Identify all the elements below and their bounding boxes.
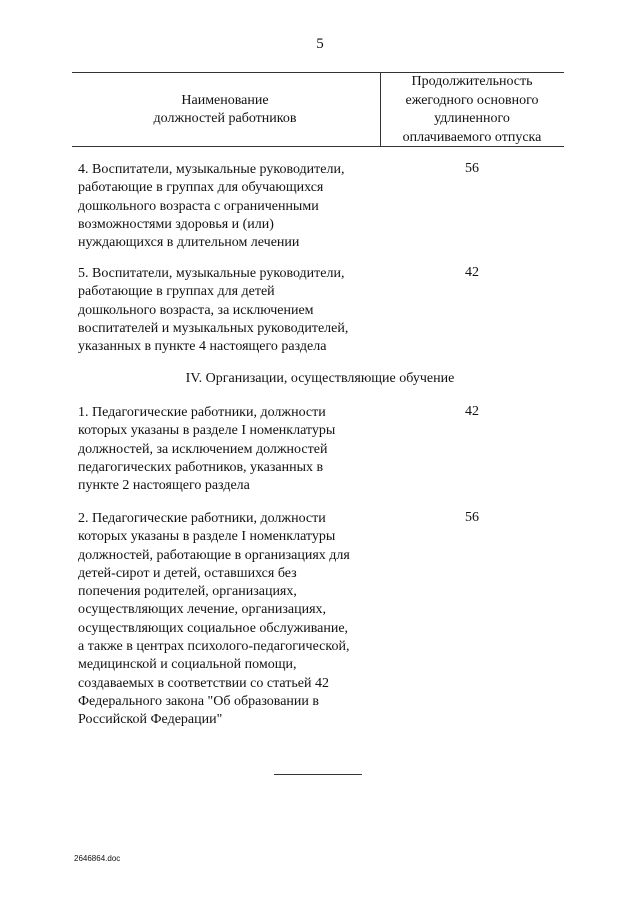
row-text-line: дошкольного возраста, за исключением (78, 302, 314, 318)
row-text-line: 4. Воспитатели, музыкальные руководители, (78, 162, 345, 177)
column-header-position (110, 92, 340, 128)
table-column-divider (380, 72, 381, 146)
row-text-line: пункте 2 настоящего раздела (78, 478, 250, 494)
row-text-line: детей-сирот и детей, оставшихся без (78, 565, 297, 581)
row-text-line: указанных в пункте 4 настоящего раздела (78, 339, 327, 355)
table-row-position (78, 510, 378, 730)
row-text-line: 5. Воспитатели, музыкальные руководители, (78, 266, 345, 281)
row-text-line: Российской Федерации" (78, 712, 223, 728)
column-header-duration-line: Продолжительность (411, 74, 533, 89)
row-text-line: осуществляющих социальное обслуживание, (78, 620, 349, 636)
row-text-line: воспитателей и музыкальных руководителей, (78, 320, 349, 336)
table-row-days: 42 (465, 265, 479, 280)
column-header-position-line: Наименование (181, 93, 269, 108)
document-id: 2646864.doc (74, 854, 121, 863)
table-row-position (78, 404, 378, 495)
table-row-position (78, 161, 378, 252)
row-text-line: попечения родителей, организациях, (78, 584, 297, 600)
row-text-line: 2. Педагогические работники, должности (78, 511, 326, 526)
row-text-line: а также в центрах психолого-педагогической, (78, 639, 350, 655)
row-text-line: которых указаны в разделе I номенклатуры (78, 423, 336, 439)
row-text-line: нуждающихся в длительном лечении (78, 235, 300, 251)
column-header-position-line: должностей работников (153, 111, 297, 126)
row-text-line: медицинской и социальной помощи, (78, 657, 297, 673)
row-text-line: работающие в группах для детей (78, 284, 275, 300)
row-text-line: которых указаны в разделе I номенклатуры (78, 529, 336, 545)
section-heading: IV. Организации, осуществляющие обучение (185, 371, 455, 386)
column-header-duration-line: удлиненного (434, 111, 510, 126)
page-number: 5 (316, 36, 324, 52)
row-text-line: педагогических работников, указанных в (78, 459, 324, 475)
end-separator-line (274, 774, 362, 775)
row-text-line: возможностями здоровья и (или) (78, 216, 274, 232)
row-text-line: создаваемых в соответствии со статьей 42 (78, 675, 329, 691)
row-text-line: должностей, работающие в организациях для (78, 547, 350, 563)
table-row-days: 56 (465, 510, 479, 525)
table-row-position (78, 265, 378, 356)
table-row-days: 42 (465, 404, 479, 419)
row-text-line: работающие в группах для обучающихся (78, 180, 324, 196)
row-text-line: 1. Педагогические работники, должности (78, 405, 326, 420)
row-text-line: должностей, за исключением должностей (78, 441, 328, 457)
column-header-duration-line: ежегодного основного (405, 92, 539, 108)
row-text-line: осуществляющих лечение, организациях, (78, 602, 327, 618)
row-text-line: Федерального закона "Об образовании в (78, 693, 320, 709)
row-text-line: дошкольного возраста с ограниченными (78, 198, 319, 214)
column-header-duration-line: оплачиваемого отпуска (402, 129, 542, 145)
column-header-duration (384, 73, 560, 147)
table-row-days: 56 (465, 161, 479, 176)
